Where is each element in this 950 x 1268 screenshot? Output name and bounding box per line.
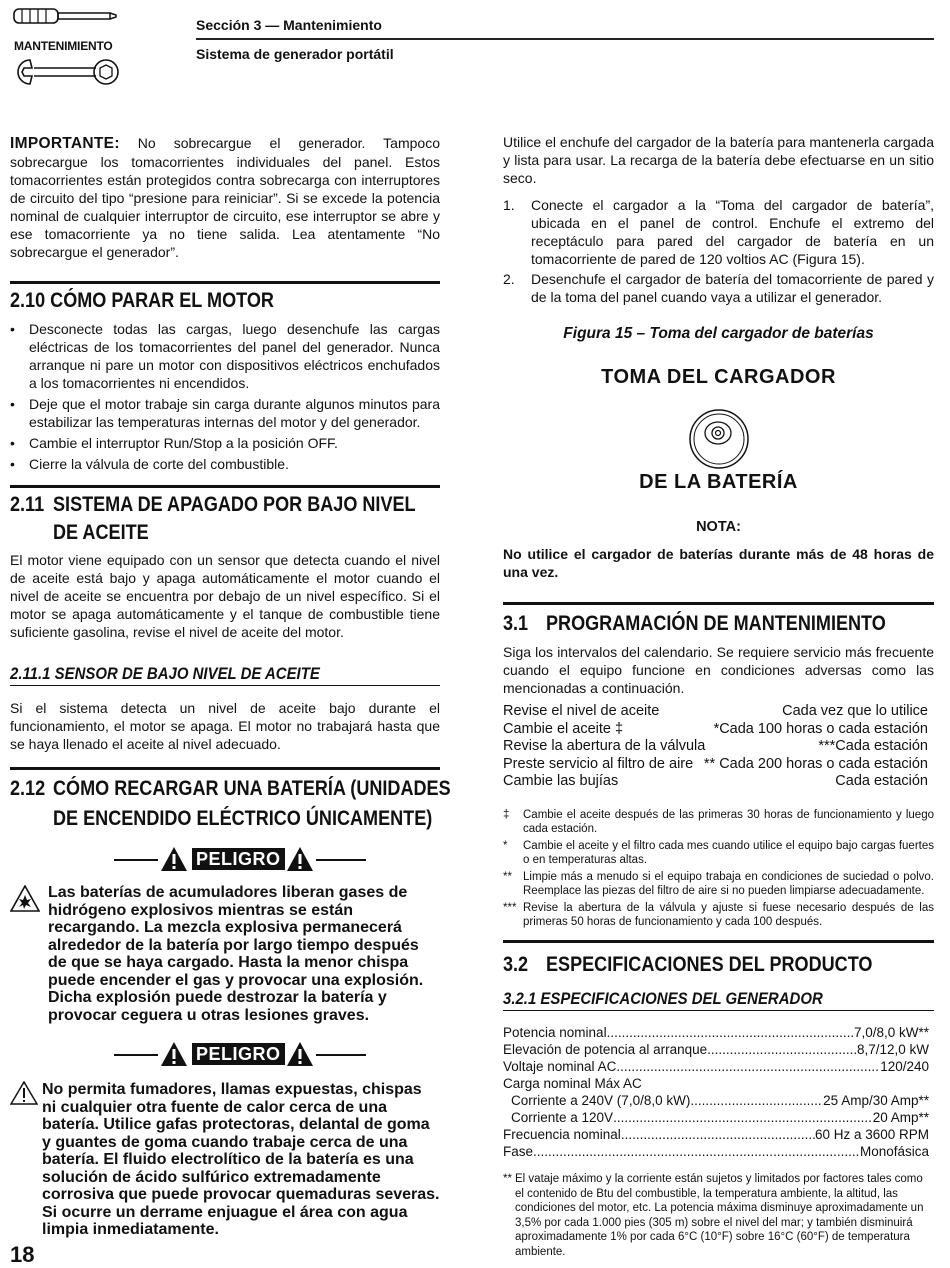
- battery-charger-socket-icon: [688, 408, 750, 470]
- schedule-row: Cambie el aceite ‡ *Cada 100 horas o cada estación: [503, 720, 928, 737]
- page-number: 18: [10, 1242, 35, 1267]
- importante-text: No sobrecargue el generador. Tampoco sobrecargue los tomacorrientes individuales del panel. Estos tomacorrientes están protegidos contra sobrecarga con interruptores de circuito del tipo “presione para reiniciar”. Si se excede la potencia nominal de cualquier interruptor de circuito, ese interruptor se abre y ese tomacorriente ya no tiene salida. Lea atentamente “No sobrecargue el generador”.: [10, 135, 440, 260]
- specs-footnote: [503, 1172, 934, 1259]
- schedule-note: ‡ Cambie el aceite después de las primeras 30 horas de funcionamiento y luego cada estación.: [503, 809, 934, 835]
- list-item: • Cierre la válvula de corte del combustible.: [10, 455, 440, 473]
- figure-caption: Figura 15 – Toma del cargador de baterías: [563, 325, 874, 342]
- heading-2-12-line1: CÓMO RECARGAR UNA BATERÍA (UNIDADES: [53, 777, 451, 800]
- heading-3-1-title: PROGRAMACIÓN DE MANTENIMIENTO: [546, 612, 886, 635]
- figure-label-bottom: DE LA BATERÍA: [639, 471, 798, 493]
- warning-text-1: Las baterías de acumuladores liberan gases de hidrógeno explosivos mientras se están recargando. La mezcla explosiva permanecerá alrededor de la batería por largo tiempo después de que se haya cargado. Hasta la menor chispa puede encender el gas y provocar una explosión. Dicha explosión puede destrozar la batería y provocar ceguera u otras lesiones graves.: [48, 884, 424, 1024]
- schedule-note: *** Revise la abertura de la válvula y ajuste si fuese necesario después de las primeras 50 horas de funcionamiento y cada 100 después.: [503, 902, 934, 928]
- list-item: • Desconecte todas las cargas, luego desenchufe las cargas eléctricas de los tomacorrientes del panel del generador. Nunca arranque ni pare un motor con dispositivos eléctricos enchufados a los tomacorrientes ni encendidos.: [10, 320, 440, 392]
- spec-row: Voltaje nominal AC ..... 120/240: [503, 1058, 929, 1075]
- heading-3-2: [503, 947, 874, 977]
- warning-triangle-icon: [286, 1041, 314, 1067]
- low-oil-sensor-text: Si el sistema detecta un nivel de aceite bajo durante el funcionamiento, el motor se apaga. El motor no trabajará hasta que se haya llenado el aceite al nivel adecuado.: [10, 700, 440, 752]
- importante-block: [10, 134, 440, 261]
- heading-2-11-line2: DE ACEITE: [53, 521, 149, 544]
- footnote-symbol: **: [503, 1173, 512, 1185]
- importante-label: IMPORTANTE:: [10, 135, 120, 152]
- spec-row: Carga nominal Máx AC: [503, 1076, 642, 1091]
- danger-banner-2: [114, 1041, 366, 1069]
- heading-2-11-number: 2.11: [10, 493, 45, 516]
- step-item: [503, 270, 934, 306]
- heading-2-12: [10, 774, 451, 834]
- danger-banner-1: [114, 846, 366, 874]
- schedule-row: Revise el nivel de aceite Cada vez que lo utilice: [503, 703, 928, 719]
- explosion-hazard-icon: [10, 885, 40, 912]
- schedule-intro: Siga los intervalos del calendario. Se requiere servicio más frecuente cuando el equipo funcione en condiciones adversas como las mencionadas a continuación.: [503, 644, 934, 696]
- header-rule: [196, 38, 934, 40]
- step-text: Desenchufe el cargador de batería del tomacorriente de pared y de la toma del panel cuando vaya a utilizar el generador.: [531, 271, 934, 305]
- section-3-2-1-heading: [503, 990, 934, 1011]
- section-2-12: [10, 767, 451, 834]
- section-3-1: [503, 602, 934, 697]
- section-2-11-1: [10, 699, 440, 753]
- heading-3-1: [503, 609, 886, 637]
- heading-2-12-line2: DE ENCENDIDO ELÉCTRICO ÚNICAMENTE): [53, 807, 433, 830]
- step-number: 2.: [503, 271, 515, 287]
- note-label: NOTA:: [696, 519, 741, 535]
- section-3-2: [503, 940, 934, 977]
- low-oil-text: El motor viene equipado con un sensor que detecta cuando el nivel de aceite está bajo y apaga automáticamente el motor cuando el nivel de aceite se encuentra por debajo de un nivel específico. Si el motor se apaga automáticamente y el tanque de combustible tiene suficiente gasolina, revise el nivel de aceite del motor.: [10, 552, 440, 640]
- warning-triangle-icon: [160, 846, 188, 872]
- caution-triangle-icon: [10, 1081, 38, 1105]
- danger-label: PELIGRO: [192, 848, 285, 870]
- schedule-notes: [503, 808, 934, 932]
- heading-3-1-number: 3.1: [503, 612, 529, 635]
- section-2-11-1-heading: [10, 665, 440, 686]
- note-text: No utilice el cargador de baterías durante más de 48 horas de una vez.: [503, 546, 934, 580]
- screwdriver-icon: [12, 4, 118, 33]
- spec-row: Potencia nominal ..... 7,0/8,0 kW**: [503, 1024, 929, 1041]
- warning-triangle-icon: [160, 1041, 188, 1067]
- maintenance-label: MANTENIMIENTO: [14, 39, 113, 53]
- list-item: • Cambie el interruptor Run/Stop a la posición OFF.: [10, 434, 440, 452]
- warning-text-2: No permita fumadores, llamas expuestas, chispas ni cualquier otra fuente de calor cerca de una batería. Utilice gafas protectoras, delantal de goma y guantes de goma cuando trabaje cerca de una batería. El fluido electrolítico de la batería es una solución de ácido sulfúrico extremadamente corrosiva que puede provocar quemaduras severas. Si ocurre un derrame enjuague el área con agua limpia inmediatamente.: [42, 1081, 440, 1238]
- step-number: 1.: [503, 197, 515, 213]
- generator-specs: [503, 1024, 929, 1160]
- section-2-10: [10, 281, 440, 476]
- section-title: Sección 3 — Mantenimiento: [196, 17, 382, 33]
- spec-row: Frecuencia nominal ..... 60 Hz a 3600 RPM: [503, 1126, 929, 1143]
- spec-row: Elevación de potencia al arranque ..... 8,7/12,0 kW: [503, 1041, 929, 1058]
- spec-row: Corriente a 120V ..... 20 Amp**: [503, 1109, 929, 1126]
- schedule-row: Preste servicio al filtro de aire ** Cada 200 horas o cada estación: [503, 755, 928, 772]
- schedule-row: Cambie las bujías Cada estación: [503, 773, 928, 789]
- section-subtitle: Sistema de generador portátil: [196, 46, 394, 62]
- wrench-icon: [10, 56, 120, 93]
- warning-triangle-icon: [286, 846, 314, 872]
- spec-row: Fase ..... Monofásica: [503, 1143, 929, 1160]
- heading-2-12-number: 2.12: [10, 777, 46, 800]
- charger-intro: [503, 133, 934, 308]
- step-item: [503, 196, 934, 268]
- schedule-note: * Cambie el aceite y el filtro cada mes cuando utilice el equipo bajo cargas fuertes o en temperaturas altas.: [503, 840, 934, 866]
- maintenance-schedule: [503, 703, 928, 791]
- heading-2-11-line1: SISTEMA DE APAGADO POR BAJO NIVEL: [53, 493, 416, 516]
- heading-3-2-1: 3.2.1 ESPECIFICACIONES DEL GENERADOR: [503, 989, 823, 1008]
- list-item: • Deje que el motor trabaje sin carga durante algunos minutos para estabilizar las temperaturas internas del motor y del generador.: [10, 395, 440, 431]
- figure-label-top: TOMA DEL CARGADOR: [601, 366, 836, 388]
- heading-2-11-1: 2.11.1 SENSOR DE BAJO NIVEL DE ACEITE: [10, 664, 320, 683]
- heading-3-2-number: 3.2: [503, 953, 529, 976]
- stop-engine-list: [10, 320, 440, 473]
- spec-row: Corriente a 240V (7,0/8,0 kW) ..... 25 Amp/30 Amp**: [503, 1092, 929, 1109]
- heading-2-10: 2.10 CÓMO PARAR EL MOTOR: [10, 289, 274, 312]
- heading-2-11: [10, 492, 416, 546]
- heading-3-2-title: ESPECIFICACIONES DEL PRODUCTO: [546, 953, 873, 976]
- schedule-row: Revise la abertura de la válvula ***Cada estación: [503, 738, 928, 754]
- section-2-11: [10, 485, 440, 641]
- danger-label: PELIGRO: [192, 1043, 285, 1065]
- charger-steps: [503, 196, 934, 306]
- footnote-text: El vataje máximo y la corriente están sujetos y limitados por factores tales como el contenido de Btu del combustible, la temperatura ambiente, la altitud, las condiciones del motor, etc. La potencia máxima disminuye aproximadamente un 3,5% por cada 1.000 pies (305 m) sobre el nivel del mar; y también disminuirá aproximadamente 1% por cada 6°C (10°F) sobre 16°C (60°F) de temperatura ambiente.: [515, 1173, 924, 1258]
- step-text: Conecte el cargador a la “Toma del cargador de batería”, ubicada en el panel de control. Enchufe el extremo del receptáculo para pared del cargador de batería en un tomacorriente de pared de 120 voltios AC (Figura 15).: [531, 197, 934, 267]
- schedule-note: ** Limpie más a menudo si el equipo trabaja en condiciones de suciedad o polvo. Reemplace las piezas del filtro de aire si no pueden limpiarse adecuadamente.: [503, 871, 934, 897]
- intro-text: Utilice el enchufe del cargador de la batería para mantenerla cargada y lista para usar. La recarga de la batería debe efectuarse en un sitio seco.: [503, 134, 934, 186]
